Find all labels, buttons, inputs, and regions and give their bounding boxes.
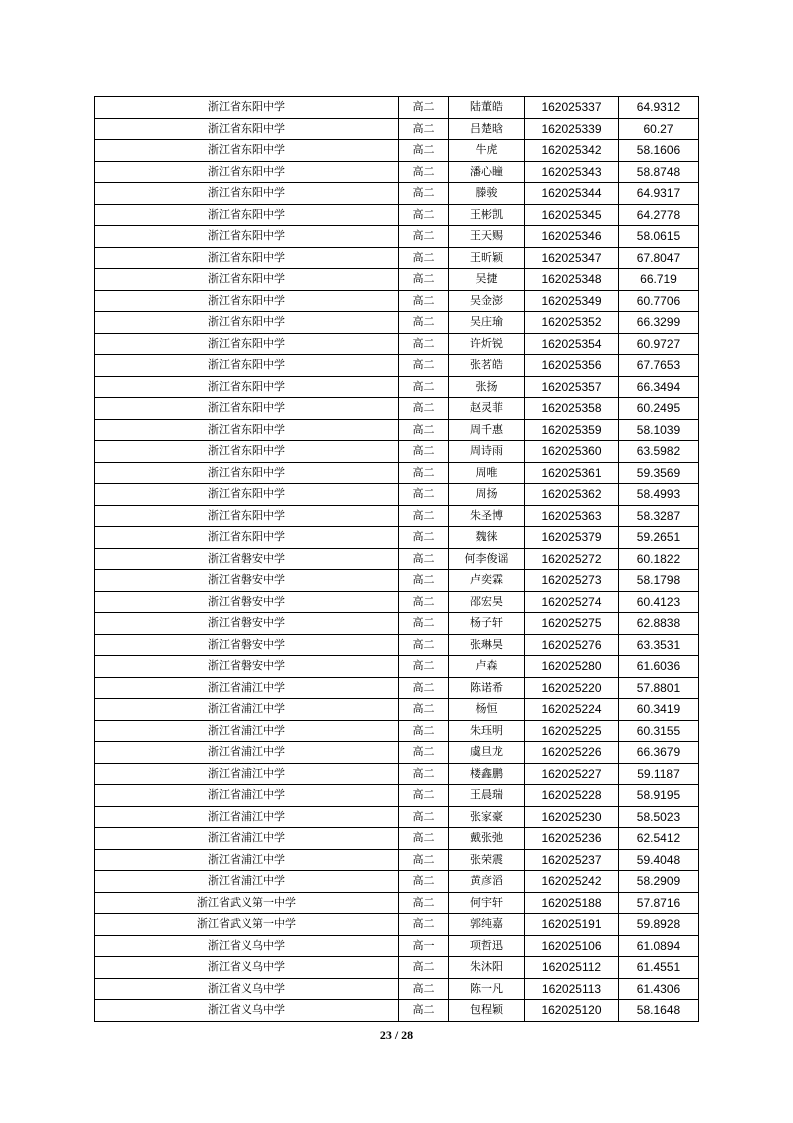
student-name-cell: 何李俊谣 xyxy=(449,548,525,570)
table-row xyxy=(95,849,699,871)
score-cell: 64.2778 xyxy=(619,204,699,226)
score-cell: 60.3155 xyxy=(619,720,699,742)
score-cell: 57.8801 xyxy=(619,677,699,699)
student-id-cell: 162025352 xyxy=(525,312,619,334)
table-row xyxy=(95,914,699,936)
student-name-cell: 楼鑫鹏 xyxy=(449,763,525,785)
table-row xyxy=(95,355,699,377)
grade-cell: 高二 xyxy=(399,677,449,699)
student-name-cell: 张扬 xyxy=(449,376,525,398)
school-cell: 浙江省浦江中学 xyxy=(95,828,399,850)
table-row xyxy=(95,161,699,183)
student-id-cell: 162025339 xyxy=(525,118,619,140)
score-cell: 64.9312 xyxy=(619,97,699,119)
student-id-cell: 162025225 xyxy=(525,720,619,742)
student-name-cell: 陈诺希 xyxy=(449,677,525,699)
score-cell: 60.2495 xyxy=(619,398,699,420)
grade-cell: 高二 xyxy=(399,355,449,377)
student-id-cell: 162025228 xyxy=(525,785,619,807)
score-cell: 60.7706 xyxy=(619,290,699,312)
school-cell: 浙江省义乌中学 xyxy=(95,1000,399,1022)
student-name-cell: 王昕颖 xyxy=(449,247,525,269)
grade-cell: 高二 xyxy=(399,290,449,312)
school-cell: 浙江省东阳中学 xyxy=(95,204,399,226)
table-row xyxy=(95,290,699,312)
student-id-cell: 162025275 xyxy=(525,613,619,635)
grade-cell: 高二 xyxy=(399,806,449,828)
score-cell: 60.3419 xyxy=(619,699,699,721)
grade-cell: 高二 xyxy=(399,419,449,441)
student-name-cell: 张荣震 xyxy=(449,849,525,871)
score-cell: 58.1648 xyxy=(619,1000,699,1022)
student-id-cell: 162025348 xyxy=(525,269,619,291)
school-cell: 浙江省东阳中学 xyxy=(95,376,399,398)
grade-cell: 高二 xyxy=(399,591,449,613)
table-row xyxy=(95,97,699,119)
school-cell: 浙江省东阳中学 xyxy=(95,398,399,420)
score-cell: 61.0894 xyxy=(619,935,699,957)
student-name-cell: 张茗皓 xyxy=(449,355,525,377)
grade-cell: 高二 xyxy=(399,892,449,914)
score-cell: 58.2909 xyxy=(619,871,699,893)
school-cell: 浙江省东阳中学 xyxy=(95,419,399,441)
table-row xyxy=(95,548,699,570)
student-name-cell: 包程颖 xyxy=(449,1000,525,1022)
student-id-cell: 162025361 xyxy=(525,462,619,484)
student-id-cell: 162025337 xyxy=(525,97,619,119)
grade-cell: 高二 xyxy=(399,140,449,162)
grade-cell: 高二 xyxy=(399,871,449,893)
grade-cell: 高二 xyxy=(399,398,449,420)
student-id-cell: 162025363 xyxy=(525,505,619,527)
student-name-cell: 滕骏 xyxy=(449,183,525,205)
school-cell: 浙江省东阳中学 xyxy=(95,161,399,183)
table-row xyxy=(95,505,699,527)
table-row xyxy=(95,935,699,957)
table-row xyxy=(95,140,699,162)
grade-cell: 高二 xyxy=(399,634,449,656)
table-row xyxy=(95,957,699,979)
school-cell: 浙江省浦江中学 xyxy=(95,806,399,828)
table-row xyxy=(95,785,699,807)
student-name-cell: 吕楚晗 xyxy=(449,118,525,140)
grade-cell: 高二 xyxy=(399,570,449,592)
student-id-cell: 162025106 xyxy=(525,935,619,957)
student-name-cell: 王晨瑞 xyxy=(449,785,525,807)
student-name-cell: 吴捷 xyxy=(449,269,525,291)
student-id-cell: 162025349 xyxy=(525,290,619,312)
table-row xyxy=(95,183,699,205)
grade-cell: 高二 xyxy=(399,484,449,506)
student-id-cell: 162025276 xyxy=(525,634,619,656)
school-cell: 浙江省磐安中学 xyxy=(95,656,399,678)
grade-cell: 高二 xyxy=(399,462,449,484)
student-id-cell: 162025273 xyxy=(525,570,619,592)
grade-cell: 高二 xyxy=(399,118,449,140)
table-row xyxy=(95,699,699,721)
student-id-cell: 162025342 xyxy=(525,140,619,162)
school-cell: 浙江省浦江中学 xyxy=(95,720,399,742)
results-table-body xyxy=(95,97,699,1022)
score-cell: 58.0615 xyxy=(619,226,699,248)
score-cell: 60.1822 xyxy=(619,548,699,570)
student-name-cell: 周扬 xyxy=(449,484,525,506)
table-row xyxy=(95,333,699,355)
student-id-cell: 162025357 xyxy=(525,376,619,398)
score-cell: 58.4993 xyxy=(619,484,699,506)
table-row xyxy=(95,118,699,140)
table-row xyxy=(95,828,699,850)
student-name-cell: 项哲迅 xyxy=(449,935,525,957)
grade-cell: 高二 xyxy=(399,527,449,549)
score-cell: 61.4306 xyxy=(619,978,699,1000)
grade-cell: 高一 xyxy=(399,935,449,957)
student-id-cell: 162025242 xyxy=(525,871,619,893)
school-cell: 浙江省浦江中学 xyxy=(95,871,399,893)
school-cell: 浙江省武义第一中学 xyxy=(95,914,399,936)
school-cell: 浙江省东阳中学 xyxy=(95,333,399,355)
student-id-cell: 162025191 xyxy=(525,914,619,936)
grade-cell: 高二 xyxy=(399,828,449,850)
score-cell: 61.6036 xyxy=(619,656,699,678)
table-row xyxy=(95,247,699,269)
student-name-cell: 卢森 xyxy=(449,656,525,678)
score-cell: 60.9727 xyxy=(619,333,699,355)
student-id-cell: 162025188 xyxy=(525,892,619,914)
school-cell: 浙江省东阳中学 xyxy=(95,140,399,162)
table-row xyxy=(95,312,699,334)
table-row xyxy=(95,656,699,678)
school-cell: 浙江省浦江中学 xyxy=(95,849,399,871)
table-row xyxy=(95,419,699,441)
score-cell: 59.3569 xyxy=(619,462,699,484)
school-cell: 浙江省武义第一中学 xyxy=(95,892,399,914)
student-name-cell: 许炘锐 xyxy=(449,333,525,355)
school-cell: 浙江省磐安中学 xyxy=(95,613,399,635)
score-cell: 58.3287 xyxy=(619,505,699,527)
student-id-cell: 162025344 xyxy=(525,183,619,205)
student-name-cell: 潘心瞳 xyxy=(449,161,525,183)
grade-cell: 高二 xyxy=(399,97,449,119)
student-name-cell: 周诗雨 xyxy=(449,441,525,463)
score-cell: 59.2651 xyxy=(619,527,699,549)
score-cell: 64.9317 xyxy=(619,183,699,205)
student-id-cell: 162025236 xyxy=(525,828,619,850)
school-cell: 浙江省磐安中学 xyxy=(95,570,399,592)
table-row xyxy=(95,226,699,248)
student-name-cell: 王天赐 xyxy=(449,226,525,248)
results-table xyxy=(94,96,699,1022)
student-name-cell: 张琳昊 xyxy=(449,634,525,656)
grade-cell: 高二 xyxy=(399,699,449,721)
score-cell: 58.8748 xyxy=(619,161,699,183)
grade-cell: 高二 xyxy=(399,742,449,764)
grade-cell: 高二 xyxy=(399,656,449,678)
table-row xyxy=(95,441,699,463)
grade-cell: 高二 xyxy=(399,957,449,979)
grade-cell: 高二 xyxy=(399,269,449,291)
student-id-cell: 162025358 xyxy=(525,398,619,420)
school-cell: 浙江省磐安中学 xyxy=(95,591,399,613)
student-name-cell: 郭纯嘉 xyxy=(449,914,525,936)
student-name-cell: 吴庄瑜 xyxy=(449,312,525,334)
school-cell: 浙江省义乌中学 xyxy=(95,957,399,979)
school-cell: 浙江省浦江中学 xyxy=(95,742,399,764)
student-name-cell: 朱珏明 xyxy=(449,720,525,742)
score-cell: 58.1039 xyxy=(619,419,699,441)
score-cell: 62.5412 xyxy=(619,828,699,850)
table-row xyxy=(95,462,699,484)
score-cell: 63.5982 xyxy=(619,441,699,463)
student-name-cell: 杨子轩 xyxy=(449,613,525,635)
student-id-cell: 162025237 xyxy=(525,849,619,871)
table-row xyxy=(95,204,699,226)
table-row xyxy=(95,613,699,635)
grade-cell: 高二 xyxy=(399,1000,449,1022)
student-id-cell: 162025347 xyxy=(525,247,619,269)
school-cell: 浙江省东阳中学 xyxy=(95,226,399,248)
score-cell: 59.8928 xyxy=(619,914,699,936)
score-cell: 60.27 xyxy=(619,118,699,140)
school-cell: 浙江省义乌中学 xyxy=(95,935,399,957)
school-cell: 浙江省东阳中学 xyxy=(95,269,399,291)
school-cell: 浙江省东阳中学 xyxy=(95,290,399,312)
grade-cell: 高二 xyxy=(399,376,449,398)
student-id-cell: 162025227 xyxy=(525,763,619,785)
school-cell: 浙江省东阳中学 xyxy=(95,118,399,140)
student-name-cell: 陈一凡 xyxy=(449,978,525,1000)
school-cell: 浙江省东阳中学 xyxy=(95,441,399,463)
student-name-cell: 戴张弛 xyxy=(449,828,525,850)
school-cell: 浙江省东阳中学 xyxy=(95,183,399,205)
score-cell: 61.4551 xyxy=(619,957,699,979)
grade-cell: 高二 xyxy=(399,978,449,1000)
table-row xyxy=(95,398,699,420)
score-cell: 67.7653 xyxy=(619,355,699,377)
student-id-cell: 162025230 xyxy=(525,806,619,828)
student-name-cell: 何宇轩 xyxy=(449,892,525,914)
student-name-cell: 张家豪 xyxy=(449,806,525,828)
table-row xyxy=(95,978,699,1000)
school-cell: 浙江省东阳中学 xyxy=(95,462,399,484)
student-id-cell: 162025346 xyxy=(525,226,619,248)
table-row xyxy=(95,634,699,656)
score-cell: 58.1798 xyxy=(619,570,699,592)
table-row xyxy=(95,742,699,764)
student-id-cell: 162025379 xyxy=(525,527,619,549)
score-cell: 66.719 xyxy=(619,269,699,291)
table-row xyxy=(95,892,699,914)
score-cell: 63.3531 xyxy=(619,634,699,656)
student-id-cell: 162025220 xyxy=(525,677,619,699)
student-id-cell: 162025272 xyxy=(525,548,619,570)
page-number: 23 / 28 xyxy=(379,1028,414,1042)
student-id-cell: 162025360 xyxy=(525,441,619,463)
score-cell: 59.4048 xyxy=(619,849,699,871)
grade-cell: 高二 xyxy=(399,785,449,807)
student-name-cell: 卢奕霖 xyxy=(449,570,525,592)
school-cell: 浙江省磐安中学 xyxy=(95,548,399,570)
table-row xyxy=(95,527,699,549)
student-name-cell: 邵宏昊 xyxy=(449,591,525,613)
score-cell: 66.3494 xyxy=(619,376,699,398)
student-id-cell: 162025359 xyxy=(525,419,619,441)
student-id-cell: 162025226 xyxy=(525,742,619,764)
student-name-cell: 陆董皓 xyxy=(449,97,525,119)
grade-cell: 高二 xyxy=(399,548,449,570)
score-cell: 67.8047 xyxy=(619,247,699,269)
table-row xyxy=(95,1000,699,1022)
table-row xyxy=(95,720,699,742)
table-row xyxy=(95,871,699,893)
student-name-cell: 周千惠 xyxy=(449,419,525,441)
student-name-cell: 虞旦龙 xyxy=(449,742,525,764)
score-cell: 57.8716 xyxy=(619,892,699,914)
table-row xyxy=(95,763,699,785)
student-id-cell: 162025113 xyxy=(525,978,619,1000)
school-cell: 浙江省东阳中学 xyxy=(95,247,399,269)
student-name-cell: 魏徕 xyxy=(449,527,525,549)
school-cell: 浙江省浦江中学 xyxy=(95,763,399,785)
student-name-cell: 赵灵菲 xyxy=(449,398,525,420)
grade-cell: 高二 xyxy=(399,333,449,355)
table-row xyxy=(95,591,699,613)
student-name-cell: 黄彦滔 xyxy=(449,871,525,893)
score-cell: 58.5023 xyxy=(619,806,699,828)
school-cell: 浙江省东阳中学 xyxy=(95,484,399,506)
score-cell: 58.9195 xyxy=(619,785,699,807)
score-cell: 62.8838 xyxy=(619,613,699,635)
score-cell: 66.3299 xyxy=(619,312,699,334)
student-id-cell: 162025120 xyxy=(525,1000,619,1022)
student-name-cell: 王彬凯 xyxy=(449,204,525,226)
school-cell: 浙江省浦江中学 xyxy=(95,699,399,721)
grade-cell: 高二 xyxy=(399,613,449,635)
student-id-cell: 162025112 xyxy=(525,957,619,979)
school-cell: 浙江省东阳中学 xyxy=(95,355,399,377)
grade-cell: 高二 xyxy=(399,312,449,334)
table-row xyxy=(95,484,699,506)
student-name-cell: 杨恒 xyxy=(449,699,525,721)
student-id-cell: 162025362 xyxy=(525,484,619,506)
school-cell: 浙江省东阳中学 xyxy=(95,312,399,334)
grade-cell: 高二 xyxy=(399,204,449,226)
student-id-cell: 162025280 xyxy=(525,656,619,678)
grade-cell: 高二 xyxy=(399,720,449,742)
student-name-cell: 吴金澎 xyxy=(449,290,525,312)
score-cell: 59.1187 xyxy=(619,763,699,785)
grade-cell: 高二 xyxy=(399,183,449,205)
student-name-cell: 朱沐阳 xyxy=(449,957,525,979)
school-cell: 浙江省义乌中学 xyxy=(95,978,399,1000)
table-row xyxy=(95,677,699,699)
table-row xyxy=(95,570,699,592)
score-cell: 66.3679 xyxy=(619,742,699,764)
student-name-cell: 朱圣博 xyxy=(449,505,525,527)
school-cell: 浙江省东阳中学 xyxy=(95,527,399,549)
grade-cell: 高二 xyxy=(399,226,449,248)
school-cell: 浙江省浦江中学 xyxy=(95,677,399,699)
student-id-cell: 162025356 xyxy=(525,355,619,377)
school-cell: 浙江省磐安中学 xyxy=(95,634,399,656)
score-cell: 60.4123 xyxy=(619,591,699,613)
student-id-cell: 162025354 xyxy=(525,333,619,355)
table-row xyxy=(95,806,699,828)
grade-cell: 高二 xyxy=(399,161,449,183)
school-cell: 浙江省浦江中学 xyxy=(95,785,399,807)
student-id-cell: 162025345 xyxy=(525,204,619,226)
score-cell: 58.1606 xyxy=(619,140,699,162)
grade-cell: 高二 xyxy=(399,441,449,463)
student-id-cell: 162025274 xyxy=(525,591,619,613)
table-row xyxy=(95,376,699,398)
grade-cell: 高二 xyxy=(399,505,449,527)
grade-cell: 高二 xyxy=(399,914,449,936)
student-id-cell: 162025343 xyxy=(525,161,619,183)
student-name-cell: 周唯 xyxy=(449,462,525,484)
student-id-cell: 162025224 xyxy=(525,699,619,721)
student-name-cell: 牛虎 xyxy=(449,140,525,162)
table-row xyxy=(95,269,699,291)
grade-cell: 高二 xyxy=(399,247,449,269)
grade-cell: 高二 xyxy=(399,849,449,871)
school-cell: 浙江省东阳中学 xyxy=(95,505,399,527)
school-cell: 浙江省东阳中学 xyxy=(95,97,399,119)
grade-cell: 高二 xyxy=(399,763,449,785)
